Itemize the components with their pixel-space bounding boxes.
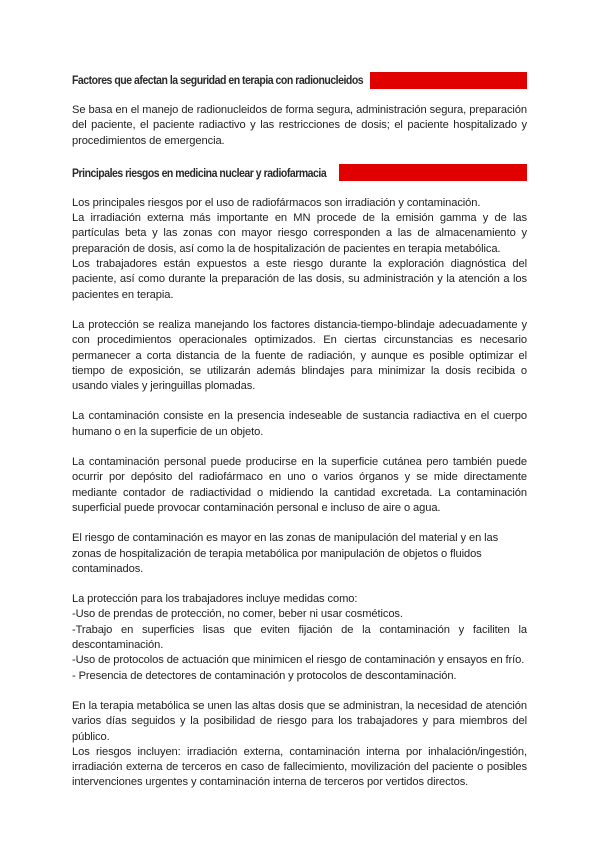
- list-item: - Presencia de detectores de contaminación y protocolos de descontaminación.: [72, 669, 457, 682]
- paragraph-workers-exposure: Los trabajadores están expuestos a este riesgo durante la exploración diagnóstica del paciente, así como durante la preparación de las dosis, su administración y la atención a los pacientes en terapia.: [72, 258, 527, 301]
- heading-highlight-bar: [339, 164, 527, 181]
- paragraph-metabolic-risks: Los riesgos incluyen: irradiación externa, contaminación interna por inhalación/ingestión, irradiación externa de terceros en caso de fallecimiento, movilización del paciente o posibles intervenciones urgentes y contaminación interna de terceros por vertidos directos.: [72, 745, 527, 789]
- paragraph-metabolic-therapy: En la terapia metabólica se unen las altas dosis que se administran, la necesidad de atención varios días seguidos y la posibilidad de riesgo para los trabajadores y para miembros del público.: [72, 699, 527, 743]
- paragraph-contamination-risk: El riesgo de contaminación es mayor en las zonas de manipulación del material y en las zonas de hospitalización de terapia metabólica por manipulación de objetos o fluidos contaminados.: [72, 532, 499, 575]
- heading-highlight-bar: [370, 72, 527, 89]
- paragraph-personal-contamination: La contaminación personal puede producirse en la superficie cutánea pero también puede ocurrir por depósito del radiofármaco en uno o varios órganos y se mide directamente mediante contador de radiactividad o midiendo la cantidad excretada. La contaminación superficial puede provocar contaminación personal e incluso de aire o agua.: [72, 456, 527, 514]
- list-item: -Uso de prendas de protección, no comer, beber ni usar cosméticos.: [72, 608, 403, 621]
- paragraph-risks-intro: Los principales riesgos por el uso de radiofármacos son irradiación y contaminación.: [72, 196, 481, 209]
- heading-text: Factores que afectan la seguridad en terapia con radionucleidos: [72, 73, 364, 87]
- paragraph-external-irradiation: La irradiación externa más importante en MN procede de la emisión gamma y de las partículas beta y las zonas con mayor riesgo corresponden a las de almacenamiento y preparación de dosis, así como la de hospitalización de pacientes en terapia metabólica.: [72, 212, 527, 255]
- list-item: -Uso de protocolos de actuación que minimicen el riesgo de contaminación y ensayos en frío.: [72, 654, 525, 667]
- document-content: [72, 71, 527, 791]
- list-item: -Trabajo en superficies lisas que eviten fijación de la contaminación y faciliten la descontaminación.: [72, 623, 527, 652]
- paragraph-safety-factors: Se basa en el manejo de radionucleidos de forma segura, administración segura, preparación del paciente, el paciente radiactivo y las restricciones de dosis; el paciente hospitalizado y procedimientos de emergencia.: [72, 104, 527, 147]
- section-heading-safety-factors: [72, 71, 527, 89]
- paragraph-contamination-definition: La contaminación consiste en la presencia indeseable de sustancia radiactiva en el cuerpo humano o en la superficie de un objeto.: [72, 410, 527, 438]
- measures-intro: La protección para los trabajadores incluye medidas como:: [72, 593, 358, 606]
- section-heading-main-risks: [72, 164, 527, 182]
- heading-text: Principales riesgos en medicina nuclear y radiofarmacia: [72, 165, 327, 180]
- paragraph-protection: La protección se realiza manejando los factores distancia-tiempo-blindaje adecuadamente y con procedimientos operacionales optimizados. En ciertas circunstancias es necesario permanecer a corta distancia de la fuente de radiación, y aunque es posible optimizar el tiempo de exposición, se utilizarán además blindajes para minimizar la dosis recibida o usando viales y jeringuillas plomadas.: [72, 318, 527, 393]
